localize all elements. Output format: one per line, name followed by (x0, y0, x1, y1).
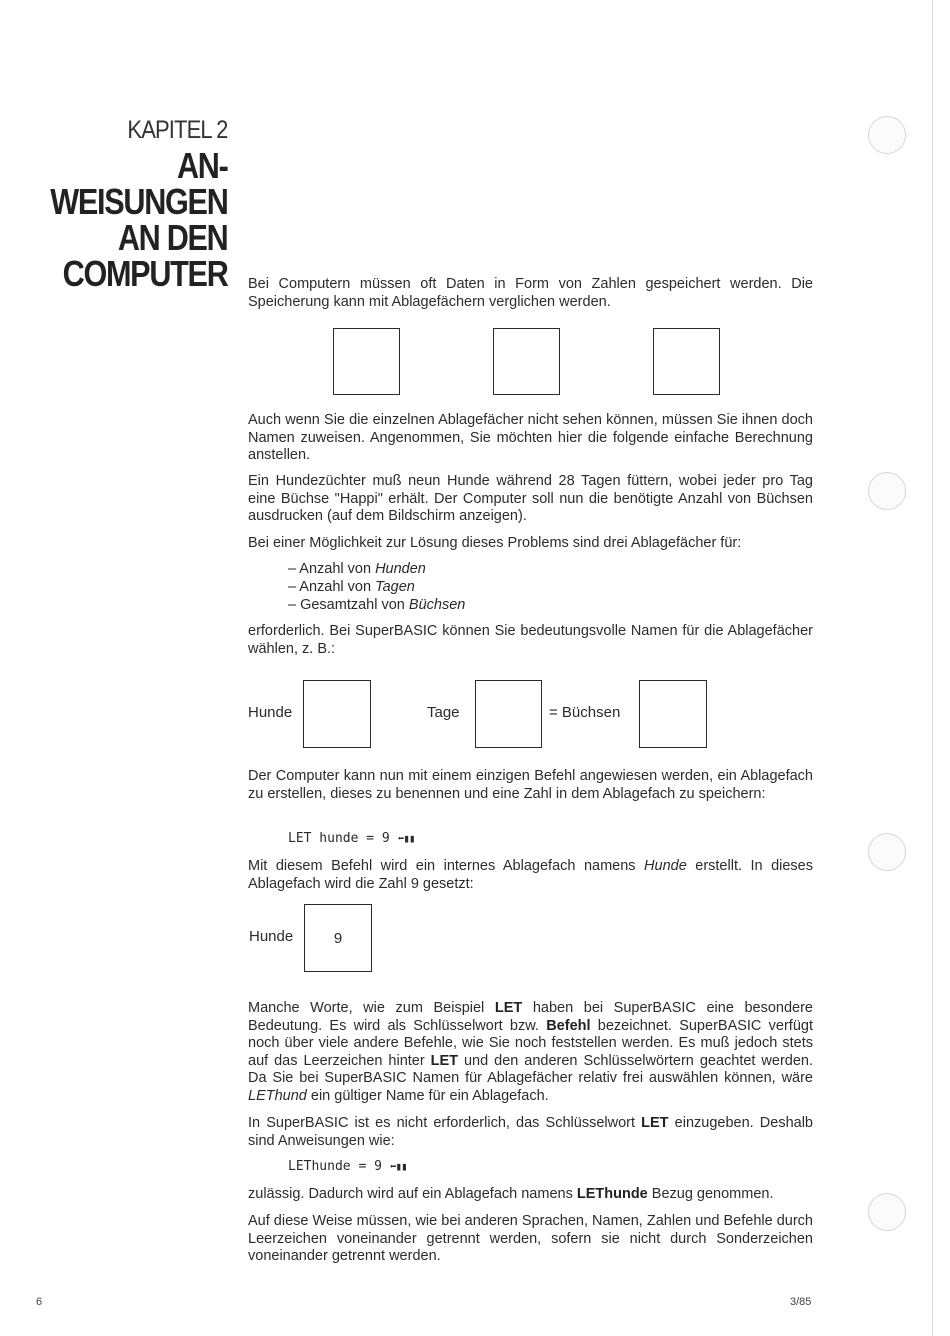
storage-box-2 (493, 328, 560, 395)
list-item: – Gesamtzahl von Büchsen (288, 596, 465, 614)
enter-key-icon: ⬅▮▮ (397, 832, 415, 845)
chapter-title-line-1: AN- (177, 145, 228, 186)
edition-date: 3/85 (790, 1296, 812, 1308)
label-buechsen: = Büchsen (549, 704, 621, 721)
punch-hole-3 (868, 833, 906, 871)
paragraph-names: Auch wenn Sie die einzelnen Ablagefächer nicht sehen können, müssen Sie ihnen doch Namen zuweisen. Angenommen, Sie möchten hier die folgende einfache Berechnung anstellen. (248, 412, 813, 463)
code-lethunde: LEThunde = 9 ⬅▮▮ (288, 1159, 407, 1174)
punch-hole-1 (868, 116, 906, 154)
chapter-number: KAPITEL 2 (127, 116, 228, 144)
paragraph-let-optional: In SuperBASIC ist es nicht erforderlich, das Schlüsselwort LET einzugeben. Deshalb sind Anweisungen wie: (248, 1115, 813, 1149)
storage-box-1 (333, 328, 400, 395)
paragraph-lethunde: zulässig. Dadurch wird auf ein Ablagefach namens LEThunde Bezug genommen. (248, 1186, 774, 1202)
code-let-hunde: LET hunde = 9 ⬅▮▮ (288, 831, 415, 846)
page-edge-line (932, 0, 933, 1336)
box-tage (475, 680, 542, 748)
box-value: 9 (333, 929, 343, 947)
paragraph-keywords: Manche Worte, wie zum Beispiel LET haben bei SuperBASIC eine besondere Bedeutung. Es wird als Schlüsselwort bzw. Befehl bezeichnet. SuperBASIC verfügt noch über viele andere Befehle, wie Sie noch feststellen werden. Es muß jedoch stets auf das Leerzeichen hinter LET und den anderen Schlüsselwörtern geachtet werden. Da Sie bei SuperBASIC Namen für Ablagefächer relativ frei auswählen können, wäre LEThund ein gültiger Name für ein Ablagefach. (248, 1000, 813, 1104)
box-hunde (303, 680, 371, 748)
paragraph-internal-box: Mit diesem Befehl wird ein internes Ablagefach namens Hunde erstellt. In dieses Ablagefach wird die Zahl 9 gesetzt: (248, 858, 813, 892)
list-item: – Anzahl von Tagen (288, 578, 465, 596)
paragraph-intro: Bei Computern müssen oft Daten in Form von Zahlen gespeichert werden. Die Speicherung kann mit Ablagefächern verglichen werden. (248, 276, 813, 310)
label-tage: Tage (427, 704, 460, 721)
chapter-title-line-2: WEISUNGEN (50, 181, 228, 222)
page-number: 6 (36, 1296, 43, 1308)
chapter-title-line-3: AN DEN (118, 217, 228, 258)
label-hunde: Hunde (248, 704, 293, 721)
storage-box-3 (653, 328, 720, 395)
list-item: – Anzahl von Hunden (288, 560, 465, 578)
punch-hole-4 (868, 1193, 906, 1231)
box-list (288, 560, 465, 614)
paragraph-solution: Bei einer Möglichkeit zur Lösung dieses Problems sind drei Ablagefächer für: (248, 535, 742, 551)
paragraph-separators: Auf diese Weise müssen, wie bei anderen Sprachen, Namen, Zahlen und Befehle durch Leerzeichen voneinander getrennt werden, sofern sie nicht durch Sonderzeichen voneinander getrennt werden. (248, 1213, 813, 1264)
box-buechsen (639, 680, 707, 748)
label-hunde-value: Hunde (249, 928, 294, 945)
punch-hole-2 (868, 472, 906, 510)
paragraph-command: Der Computer kann nun mit einem einzigen Befehl angewiesen werden, ein Ablagefach zu erstellen, dieses zu benennen und eine Zahl in dem Ablagefach zu speichern: (248, 768, 813, 802)
chapter-heading (19, 112, 228, 292)
paragraph-problem: Ein Hundezüchter muß neun Hunde während 28 Tagen füttern, wobei jeder pro Tag eine Büchse "Happi" erhält. Der Computer soll nun die benötigte Anzahl von Büchsen ausdrucken (auf dem Bildschirm anzeigen). (248, 473, 813, 524)
box-hunde-value (304, 904, 372, 972)
paragraph-superbasic-names: erforderlich. Bei SuperBASIC können Sie bedeutungsvolle Namen für die Ablagefächer wählen, z. B.: (248, 623, 813, 657)
chapter-title-line-4: COMPUTER (63, 253, 228, 294)
enter-key-icon: ⬅▮▮ (389, 1160, 407, 1173)
